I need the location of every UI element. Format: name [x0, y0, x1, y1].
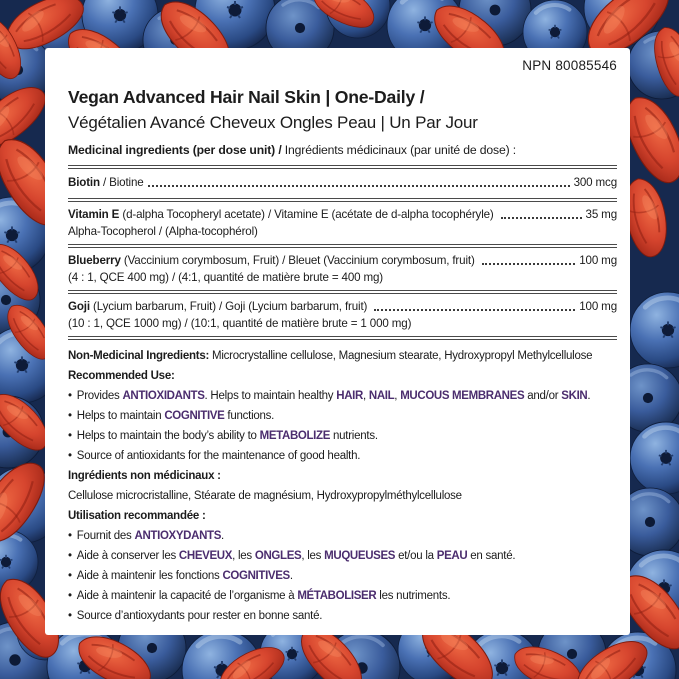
- ingredient-line: [68, 298, 617, 315]
- ingredient-row: [68, 294, 617, 336]
- highlighted-term: MUCOUS MEMBRANES: [400, 390, 525, 402]
- ingredient-note: Alpha-Tocopherol / (Alpha-tocophérol): [68, 225, 258, 238]
- ingredient-note: (10 : 1, QCE 1000 mg) / (10:1, quantité de matière brute = 1 000 mg): [68, 317, 412, 330]
- highlighted-term: ONGLES: [254, 550, 302, 562]
- medicinal-ingredients-heading: [68, 141, 617, 159]
- ingredient-name: Blueberry: [68, 254, 121, 267]
- ingredient-description: (Vaccinium corymbosum, Fruit) / Bleuet (Vaccinium corymbosum, fruit): [120, 254, 478, 267]
- bullet-text: Source of antioxidants for the maintenance of good health.: [76, 450, 361, 462]
- ingredient-name: Vitamin E: [68, 208, 120, 221]
- bullet-text: nutrients.: [330, 430, 378, 442]
- medicinal-heading-french: Ingrédients médicinaux (par unité de dose) :: [281, 143, 516, 157]
- bullet-item: [68, 546, 617, 566]
- ingredient-description: (Lycium barbarum, Fruit) / Goji (Lycium barbarum, fruit): [89, 300, 371, 313]
- bullet-text: Helps to maintain: [76, 410, 165, 422]
- table-divider: [68, 336, 617, 340]
- non-medicinal-ingredients-line: [68, 346, 617, 366]
- non-medicinal-heading-fr: Ingrédients non médicinaux :: [68, 470, 221, 482]
- bullet-text: et/ou la: [395, 550, 437, 562]
- bullet-glyph: •: [68, 550, 72, 562]
- bullet-text: Aide à maintenir la capacité de l’organisme à: [76, 590, 298, 602]
- highlighted-term: ANTIOXIDANTS: [122, 390, 205, 402]
- recommended-use-list-en: [68, 386, 617, 466]
- highlighted-term: MÉTABOLISER: [297, 590, 377, 602]
- ingredient-row: [68, 248, 617, 290]
- supplement-facts-card: [45, 48, 630, 635]
- highlighted-term: NAIL: [368, 390, 395, 402]
- bullet-glyph: •: [68, 390, 72, 402]
- bullet-glyph: •: [68, 410, 72, 422]
- ingredient-line: [68, 252, 617, 269]
- bullet-text: , les: [301, 550, 325, 562]
- ingredient-row: [68, 169, 617, 198]
- bullet-item: [68, 526, 617, 546]
- dotted-leader: [501, 217, 582, 219]
- bullet-glyph: •: [68, 450, 72, 462]
- bullet-text: ,: [362, 390, 369, 402]
- highlighted-term: HAIR: [336, 390, 363, 402]
- highlighted-term: SKIN: [561, 390, 588, 402]
- highlighted-term: METABOLIZE: [259, 430, 331, 442]
- dotted-leader: [482, 263, 575, 265]
- recommended-use-heading: Recommended Use:: [68, 370, 175, 382]
- non-medicinal-text-fr: Cellulose microcristalline, Stéarate de magnésium, Hydroxypropylméthylcellulose: [68, 490, 462, 502]
- non-medicinal-label: Non-Medicinal Ingredients:: [68, 350, 210, 362]
- bullet-item: [68, 586, 617, 606]
- ingredient-amount: 100 mg: [579, 254, 617, 267]
- bullet-glyph: •: [68, 530, 72, 542]
- bullet-item: [68, 386, 617, 406]
- highlighted-term: PEAU: [436, 550, 468, 562]
- ingredient-amount: 100 mg: [579, 300, 617, 313]
- ingredient-amount: 35 mg: [585, 208, 617, 221]
- highlighted-term: COGNITIVES: [222, 570, 290, 582]
- bullet-glyph: •: [68, 610, 72, 622]
- ingredients-table: [68, 165, 617, 340]
- npn-number: NPN 80085546: [522, 58, 617, 73]
- highlighted-term: MUQUEUSES: [324, 550, 396, 562]
- bullet-text: .: [221, 530, 224, 542]
- highlighted-term: COGNITIVE: [164, 410, 225, 422]
- recommended-use-list-fr: [68, 526, 617, 626]
- bullet-text: les nutriments.: [376, 590, 451, 602]
- bullet-text: Helps to maintain the body’s ability to: [76, 430, 260, 442]
- bullet-text: Aide à maintenir les fonctions: [76, 570, 223, 582]
- bullet-text: Provides: [76, 390, 123, 402]
- product-title-english: Vegan Advanced Hair Nail Skin | One-Daily /: [68, 87, 425, 107]
- bullet-item: [68, 606, 617, 626]
- bullet-text: Aide à conserver les: [76, 550, 179, 562]
- ingredient-name: Goji: [68, 300, 90, 313]
- bullet-glyph: •: [68, 430, 72, 442]
- bullet-glyph: •: [68, 570, 72, 582]
- non-medicinal-text: Microcrystalline cellulose, Magnesium stearate, Hydroxypropyl Methylcellulose: [209, 350, 593, 362]
- product-title-french: Végétalien Avancé Cheveux Ongles Peau | Un Par Jour: [68, 113, 478, 132]
- bullet-item: [68, 446, 617, 466]
- bullet-text: Source d’antioxydants pour rester en bonne santé.: [76, 610, 323, 622]
- ingredient-row: [68, 202, 617, 244]
- ingredient-description: (d-alpha Tocopheryl acetate) / Vitamine E (acétate de d-alpha tocophéryle): [119, 208, 497, 221]
- bullet-item: [68, 426, 617, 446]
- dotted-leader: [148, 185, 570, 187]
- bullet-text: .: [587, 390, 591, 402]
- bullet-text: functions.: [224, 410, 275, 422]
- bullet-item: [68, 406, 617, 426]
- recommended-use-heading-fr: Utilisation recommandée :: [68, 510, 206, 522]
- dotted-leader: [374, 309, 575, 311]
- bullet-text: . Helps to maintain healthy: [204, 390, 337, 402]
- ingredient-amount: 300 mcg: [573, 176, 617, 189]
- highlighted-term: CHEVEUX: [178, 550, 233, 562]
- bullet-text: , les: [232, 550, 255, 562]
- bullet-text: Fournit des: [76, 530, 135, 542]
- ingredient-line: [68, 206, 617, 223]
- medicinal-heading-english: Medicinal ingredients (per dose unit) /: [68, 143, 282, 157]
- bullet-text: ,: [394, 390, 401, 402]
- ingredient-note: (4 : 1, QCE 400 mg) / (4:1, quantité de matière brute = 400 mg): [68, 271, 384, 284]
- ingredient-name: Biotin: [68, 176, 100, 189]
- highlighted-term: ANTIOXYDANTS: [134, 530, 222, 542]
- bullet-glyph: •: [68, 590, 72, 602]
- bullet-text: en santé.: [467, 550, 516, 562]
- bullet-text: and/or: [524, 390, 562, 402]
- bullet-item: [68, 566, 617, 586]
- bullet-text: .: [289, 570, 293, 582]
- ingredient-line: [68, 174, 617, 191]
- ingredient-description: / Biotine: [99, 176, 144, 189]
